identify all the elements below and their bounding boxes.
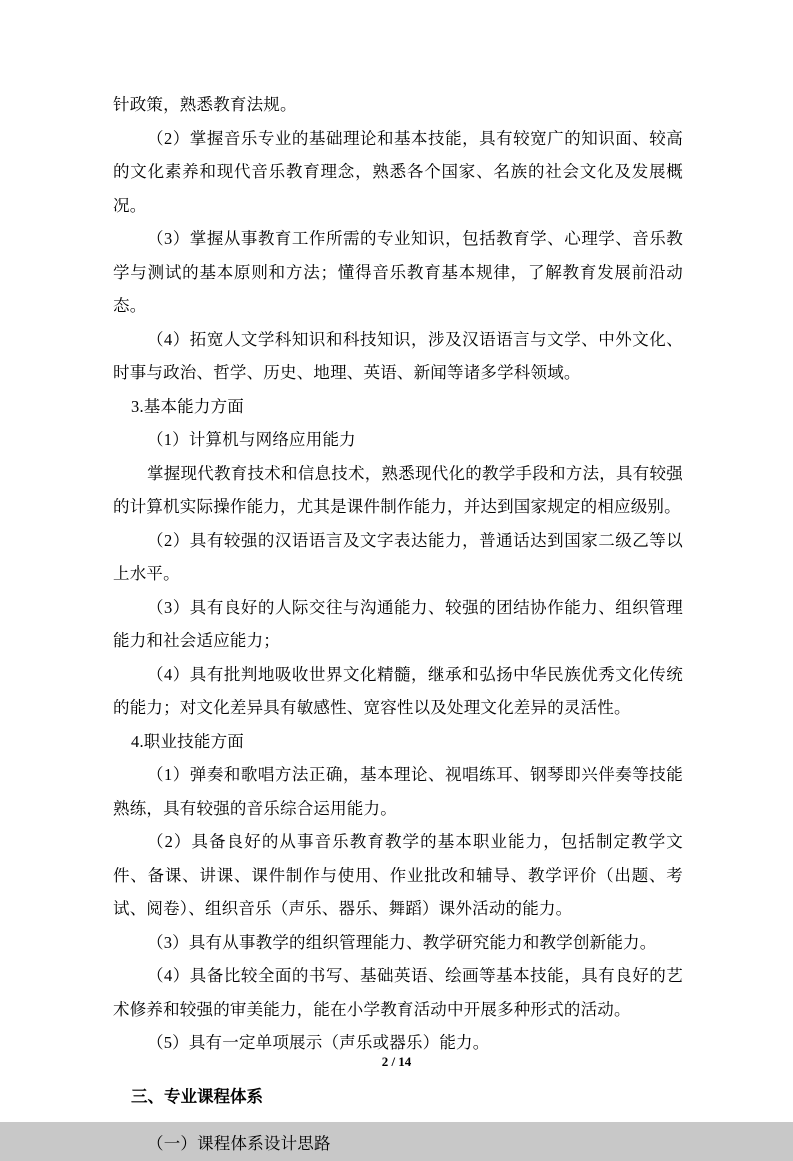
body-paragraph: 4.职业技能方面 — [131, 731, 244, 751]
body-paragraph: （一）课程体系设计思路 — [147, 1134, 331, 1153]
page-body — [113, 88, 683, 1161]
body-paragraph: （4）拓宽人文学科知识和科技知识，涉及汉语语言与文学、中外文化、时事与政治、哲学、历史、地理、英语、新闻等诸多学科领域。 — [113, 329, 683, 382]
body-paragraph: （1）弹奏和歌唱方法正确，基本理论、视唱练耳、钢琴即兴伴奏等技能熟练，具有较强的音乐综合运用能力。 — [113, 765, 683, 818]
page-footer: 2 / 14 — [381, 1054, 412, 1069]
body-paragraph: （3）具有从事教学的组织管理能力、教学研究能力和教学创新能力。 — [147, 932, 657, 952]
body-paragraph: 3.基本能力方面 — [131, 396, 244, 416]
section-heading: 三、专业课程体系 — [131, 1086, 263, 1106]
body-paragraph: （2）具有较强的汉语语言及文字表达能力，普通话达到国家二级乙等以上水平。 — [113, 530, 683, 583]
vertical-spacer — [113, 1113, 683, 1127]
body-paragraph: （1）计算机与网络应用能力 — [147, 430, 356, 449]
body-paragraph: （2）具备良好的从事音乐教育教学的基本职业能力，包括制定教学文件、备课、讲课、课件制作与使用、作业批改和辅导、教学评价（出题、考试、阅卷）、组织音乐（声乐、器乐、舞蹈）课外活动的能力。 — [113, 832, 683, 918]
body-paragraph: （3）具有良好的人际交往与沟通能力、较强的团结协作能力、组织管理能力和社会适应能力； — [113, 597, 683, 650]
body-paragraph: （2）掌握音乐专业的基础理论和基本技能，具有较宽广的知识面、较高的文化素养和现代音乐教育理念，熟悉各个国家、名族的社会文化及发展概况。 — [113, 128, 683, 215]
body-paragraph: 针政策，熟悉教育法规。 — [113, 95, 297, 114]
body-paragraph: （4）具备比较全面的书写、基础英语、绘画等基本技能，具有良好的艺术修养和较强的审美能力，能在小学教育活动中开展多种形式的活动。 — [113, 966, 683, 1019]
body-paragraph: 掌握现代教育技术和信息技术，熟悉现代化的教学手段和方法，具有较强的计算机实际操作能力，尤其是课件制作能力，并达到国家规定的相应级别。 — [113, 463, 683, 516]
body-paragraph: （4）具有批判地吸收世界文化精髓，继承和弘扬中华民族优秀文化传统的能力；对文化差异具有敏感性、宽容性以及处理文化差异的灵活性。 — [113, 664, 683, 717]
body-paragraph: （5）具有一定单项展示（声乐或器乐）能力。 — [147, 1033, 490, 1052]
body-paragraph: （3）掌握从事教育工作所需的专业知识，包括教育学、心理学、音乐教学与测试的基本原则和方法；懂得音乐教育基本规律，了解教育发展前沿动态。 — [113, 229, 683, 315]
